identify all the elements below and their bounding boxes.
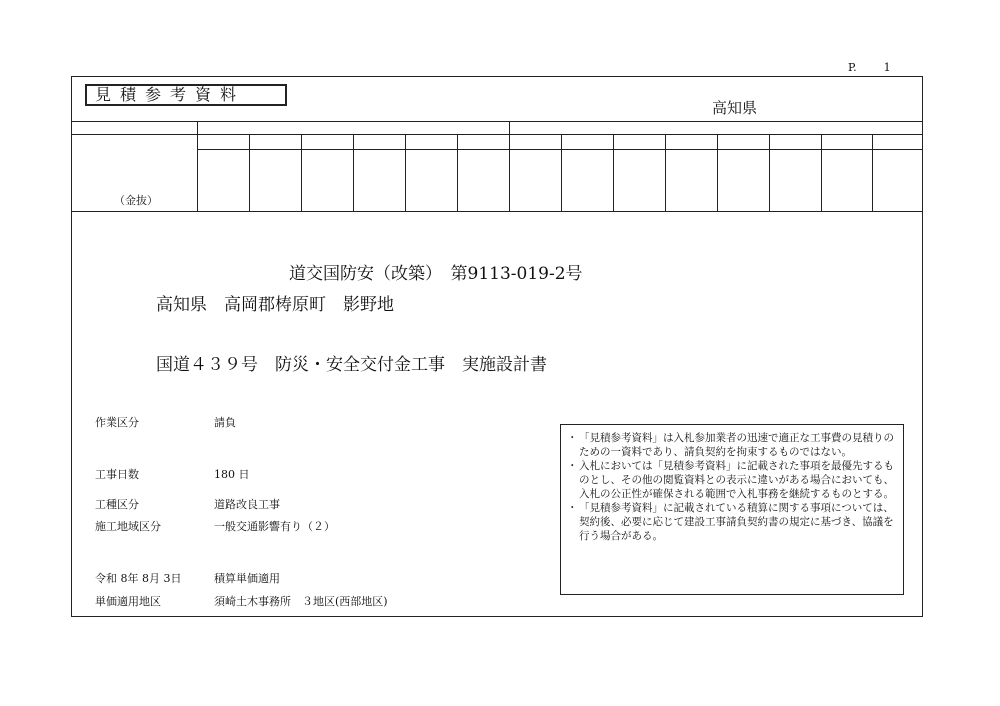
grid-line — [71, 121, 923, 122]
note-text: 入札においては「見積参考資料」に記載された事項を最優先するものとし、その他の閲覧資料との表示に違いがある場合においても、入札の公正性が確保される範囲で入札事務を継続するものとする。 — [579, 460, 894, 500]
prefecture-label: 高知県 — [712, 99, 758, 117]
detail-label: 令和 8年 8月 3日 — [95, 572, 182, 585]
grid-line — [249, 134, 250, 211]
page-number — [848, 61, 891, 74]
detail-label: 工種区分 — [95, 498, 139, 511]
document-title: 見積参考資料 — [85, 84, 287, 106]
detail-label: 作業区分 — [95, 416, 139, 429]
note-item — [567, 501, 895, 543]
project-name: 国道４３９号 防災・安全交付金工事 実施設計書 — [156, 355, 547, 375]
grid-line — [71, 211, 923, 212]
detail-value: 180 日 — [214, 468, 250, 481]
grid-line — [717, 134, 718, 211]
grid-line — [821, 134, 822, 211]
page-number-value: 1 — [883, 61, 891, 74]
grid-line — [769, 134, 770, 211]
detail-value: 須崎土木事務所 ３地区(西部地区) — [214, 595, 388, 608]
bullet-icon: ・ — [567, 460, 578, 472]
note-text: 「見積参考資料」に記載されている積算に関する事項については、契約後、必要に応じて建設工事請負契約書の規定に基づき、協議を行う場合がある。 — [579, 502, 894, 542]
grid-line — [665, 134, 666, 211]
note-text: 「見積参考資料」は入札参加業者の迅速で適正な工事費の見積りのための一資料であり、請負契約を拘束するものではない。 — [579, 432, 894, 458]
grid-line — [197, 149, 923, 150]
grid-line — [457, 134, 458, 211]
bullet-icon: ・ — [567, 432, 578, 444]
project-location: 高知県 高岡郡梼原町 影野地 — [156, 295, 394, 315]
project-number: 道交国防安（改築） 第9113-019-2号 — [289, 264, 583, 284]
grid-line — [613, 134, 614, 211]
notes-box — [560, 424, 904, 595]
note-item — [567, 431, 895, 459]
detail-value: 道路改良工事 — [214, 498, 280, 511]
grid-line — [353, 134, 354, 211]
detail-value: 一般交通影響有り（２） — [214, 520, 335, 533]
grid-line — [405, 134, 406, 211]
detail-label: 単価適用地区 — [95, 595, 161, 608]
detail-value: 積算単価適用 — [214, 572, 280, 585]
amount-excluded-note: （金抜） — [114, 194, 158, 207]
grid-line — [561, 134, 562, 211]
detail-value: 請負 — [214, 416, 236, 429]
detail-label: 施工地域区分 — [95, 520, 161, 533]
grid-line — [301, 134, 302, 211]
page-number-label: P. — [848, 61, 857, 74]
grid-line — [872, 134, 873, 211]
grid-line — [509, 121, 510, 211]
note-item — [567, 459, 895, 501]
bullet-icon: ・ — [567, 502, 578, 514]
grid-line — [197, 121, 198, 211]
detail-label: 工事日数 — [95, 468, 139, 481]
grid-line — [71, 134, 923, 135]
